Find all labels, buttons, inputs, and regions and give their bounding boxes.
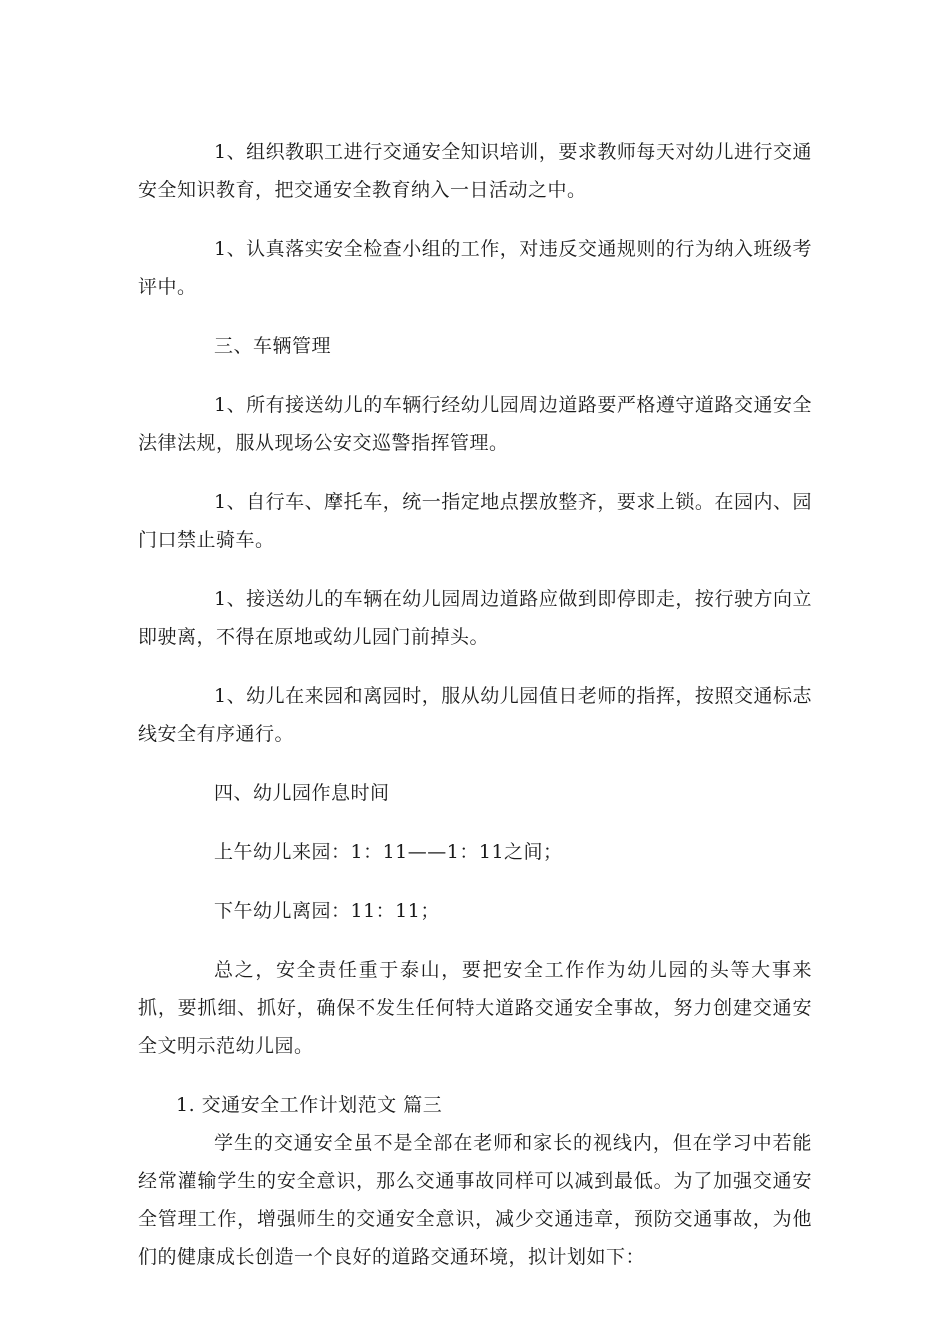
paragraph-orderly-passage: 1、幼儿在来园和离园时，服从幼儿园值日老师的指挥，按照交通标志线安全有序通行。 — [138, 685, 812, 745]
heading-vehicle-management: 三、车辆管理 — [214, 335, 332, 357]
paragraph-stop-and-go: 1、接送幼儿的车辆在幼儿园周边道路应做到即停即走，按行驶方向立即驶离，不得在原地或幼儿园门前掉头。 — [138, 588, 812, 648]
paragraph-conclusion: 总之，安全责任重于泰山，要把安全工作作为幼儿园的头等大事来抓，要抓细、抓好，确保不发生任何特大道路交通安全事故，努力创建交通安全文明示范幼儿园。 — [138, 959, 812, 1057]
document-body — [138, 133, 812, 1276]
paragraph-morning-arrival: 上午幼儿来园：1：11——1：11之间； — [214, 841, 563, 863]
section-heading: 1. 交通安全工作计划范文 篇三 — [176, 1094, 443, 1116]
paragraph-vehicle-rules: 1、所有接送幼儿的车辆行经幼儿园周边道路要严格遵守道路交通安全法律法规，服从现场公安交巡警指挥管理。 — [138, 394, 812, 454]
paragraph-safety-inspection: 1、认真落实安全检查小组的工作，对违反交通规则的行为纳入班级考评中。 — [138, 238, 812, 298]
heading-schedule: 四、幼儿园作息时间 — [214, 782, 390, 804]
paragraph-afternoon-departure: 下午幼儿离园：11：11； — [214, 900, 440, 922]
paragraph-bicycle-parking: 1、自行车、摩托车，统一指定地点摆放整齐，要求上锁。在园内、园门口禁止骑车。 — [138, 491, 812, 551]
paragraph-plan-intro: 学生的交通安全虽不是全部在老师和家长的视线内，但在学习中若能经常灌输学生的安全意识，那么交通事故同样可以减到最低。为了加强交通安全管理工作，增强师生的交通安全意识，减少交通违章，预防交通事故，为他们的健康成长创造一个良好的道路交通环境，拟计划如下： — [138, 1132, 812, 1268]
paragraph-staff-training: 1、组织教职工进行交通安全知识培训，要求教师每天对幼儿进行交通安全知识教育，把交通安全教育纳入一日活动之中。 — [138, 141, 812, 201]
